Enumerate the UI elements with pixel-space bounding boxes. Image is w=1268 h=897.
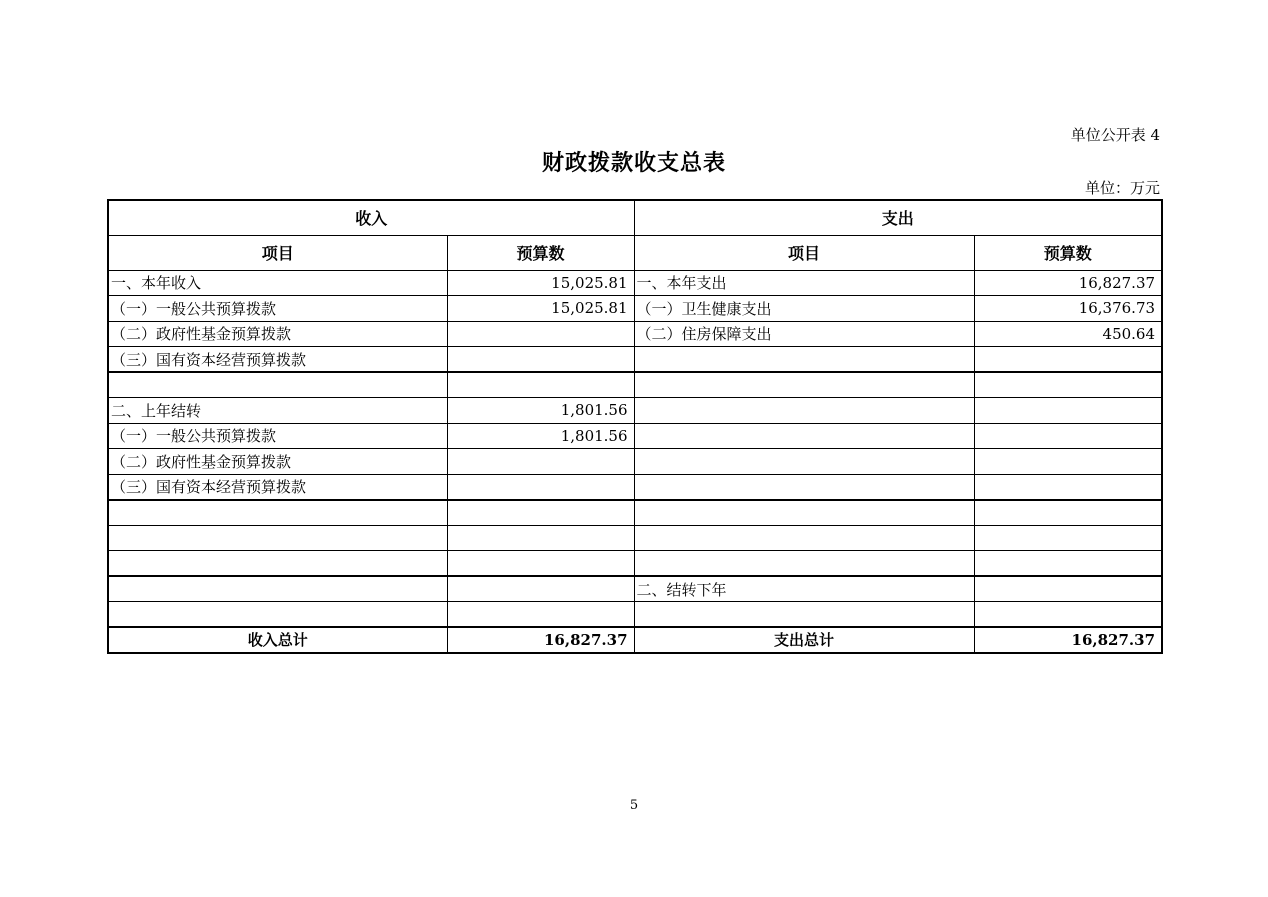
table-row <box>108 525 1162 551</box>
income-value-cell <box>447 449 634 475</box>
income-item-cell <box>108 372 447 398</box>
expense-value-cell <box>974 551 1162 577</box>
table-row <box>108 423 1162 449</box>
expense-item-cell <box>634 551 974 577</box>
income-item-cell: （三）国有资本经营预算拨款 <box>108 474 447 500</box>
income-item-cell: （二）政府性基金预算拨款 <box>108 449 447 475</box>
income-value-cell: 15,025.81 <box>447 296 634 322</box>
expense-item-cell: 二、结转下年 <box>634 576 974 602</box>
expense-value-cell <box>974 398 1162 424</box>
income-value-cell <box>447 347 634 373</box>
expense-item-cell <box>634 525 974 551</box>
income-value-cell <box>447 551 634 577</box>
income-item-cell: （二）政府性基金预算拨款 <box>108 321 447 347</box>
expense-item-cell <box>634 347 974 373</box>
income-total-label: 收入总计 <box>108 627 447 653</box>
expense-total-value: 16,827.37 <box>974 627 1162 653</box>
table-row <box>108 296 1162 322</box>
table-row <box>108 372 1162 398</box>
expense-item-cell <box>634 602 974 628</box>
table-row <box>108 500 1162 526</box>
income-item-header: 项目 <box>108 235 447 270</box>
expense-header: 支出 <box>634 200 1162 235</box>
expense-value-cell <box>974 525 1162 551</box>
income-item-cell <box>108 525 447 551</box>
table-row <box>108 398 1162 424</box>
expense-total-label: 支出总计 <box>634 627 974 653</box>
unit-label: 单位：万元 <box>1084 179 1160 197</box>
totals-row <box>108 627 1162 653</box>
expense-item-cell <box>634 423 974 449</box>
income-item-cell: 二、上年结转 <box>108 398 447 424</box>
expense-item-header: 项目 <box>634 235 974 270</box>
expense-value-cell <box>974 423 1162 449</box>
income-value-cell <box>447 602 634 628</box>
table-row <box>108 474 1162 500</box>
expense-value-cell <box>974 500 1162 526</box>
expense-item-cell <box>634 449 974 475</box>
income-value-cell: 1,801.56 <box>447 398 634 424</box>
table-row <box>108 347 1162 373</box>
income-item-cell: （一）一般公共预算拨款 <box>108 296 447 322</box>
expense-item-cell <box>634 398 974 424</box>
expense-item-cell: 一、本年支出 <box>634 270 974 296</box>
expense-value-cell: 450.64 <box>974 321 1162 347</box>
expense-value-cell <box>974 602 1162 628</box>
income-total-value: 16,827.37 <box>447 627 634 653</box>
form-number: 单位公开表 4 <box>1070 126 1160 144</box>
expense-value-cell <box>974 449 1162 475</box>
expense-value-cell <box>974 347 1162 373</box>
expense-value-cell <box>974 576 1162 602</box>
income-value-cell: 1,801.56 <box>447 423 634 449</box>
table-row <box>108 602 1162 628</box>
expense-value-cell: 16,376.73 <box>974 296 1162 322</box>
table-row <box>108 321 1162 347</box>
expense-item-cell: （二）住房保障支出 <box>634 321 974 347</box>
expense-value-cell <box>974 474 1162 500</box>
income-item-cell <box>108 500 447 526</box>
fiscal-appropriation-table <box>107 199 1163 654</box>
expense-value-cell <box>974 372 1162 398</box>
income-value-cell <box>447 321 634 347</box>
income-item-cell: 一、本年收入 <box>108 270 447 296</box>
expense-item-cell <box>634 474 974 500</box>
income-item-cell: （三）国有资本经营预算拨款 <box>108 347 447 373</box>
page-number: 5 <box>629 798 639 813</box>
income-value-cell <box>447 576 634 602</box>
income-item-cell: （一）一般公共预算拨款 <box>108 423 447 449</box>
income-value-cell <box>447 500 634 526</box>
table-row <box>108 270 1162 296</box>
expense-value-cell: 16,827.37 <box>974 270 1162 296</box>
income-value-cell <box>447 474 634 500</box>
expense-item-cell: （一）卫生健康支出 <box>634 296 974 322</box>
income-budget-header: 预算数 <box>447 235 634 270</box>
income-value-cell: 15,025.81 <box>447 270 634 296</box>
income-value-cell <box>447 372 634 398</box>
expense-budget-header: 预算数 <box>974 235 1162 270</box>
income-value-cell <box>447 525 634 551</box>
page-title: 财政拨款收支总表 <box>541 150 726 176</box>
expense-item-cell <box>634 372 974 398</box>
expense-item-cell <box>634 500 974 526</box>
income-header: 收入 <box>108 200 634 235</box>
table-row <box>108 551 1162 577</box>
table-row <box>108 449 1162 475</box>
income-item-cell <box>108 576 447 602</box>
income-item-cell <box>108 602 447 628</box>
income-item-cell <box>108 551 447 577</box>
table-row <box>108 576 1162 602</box>
